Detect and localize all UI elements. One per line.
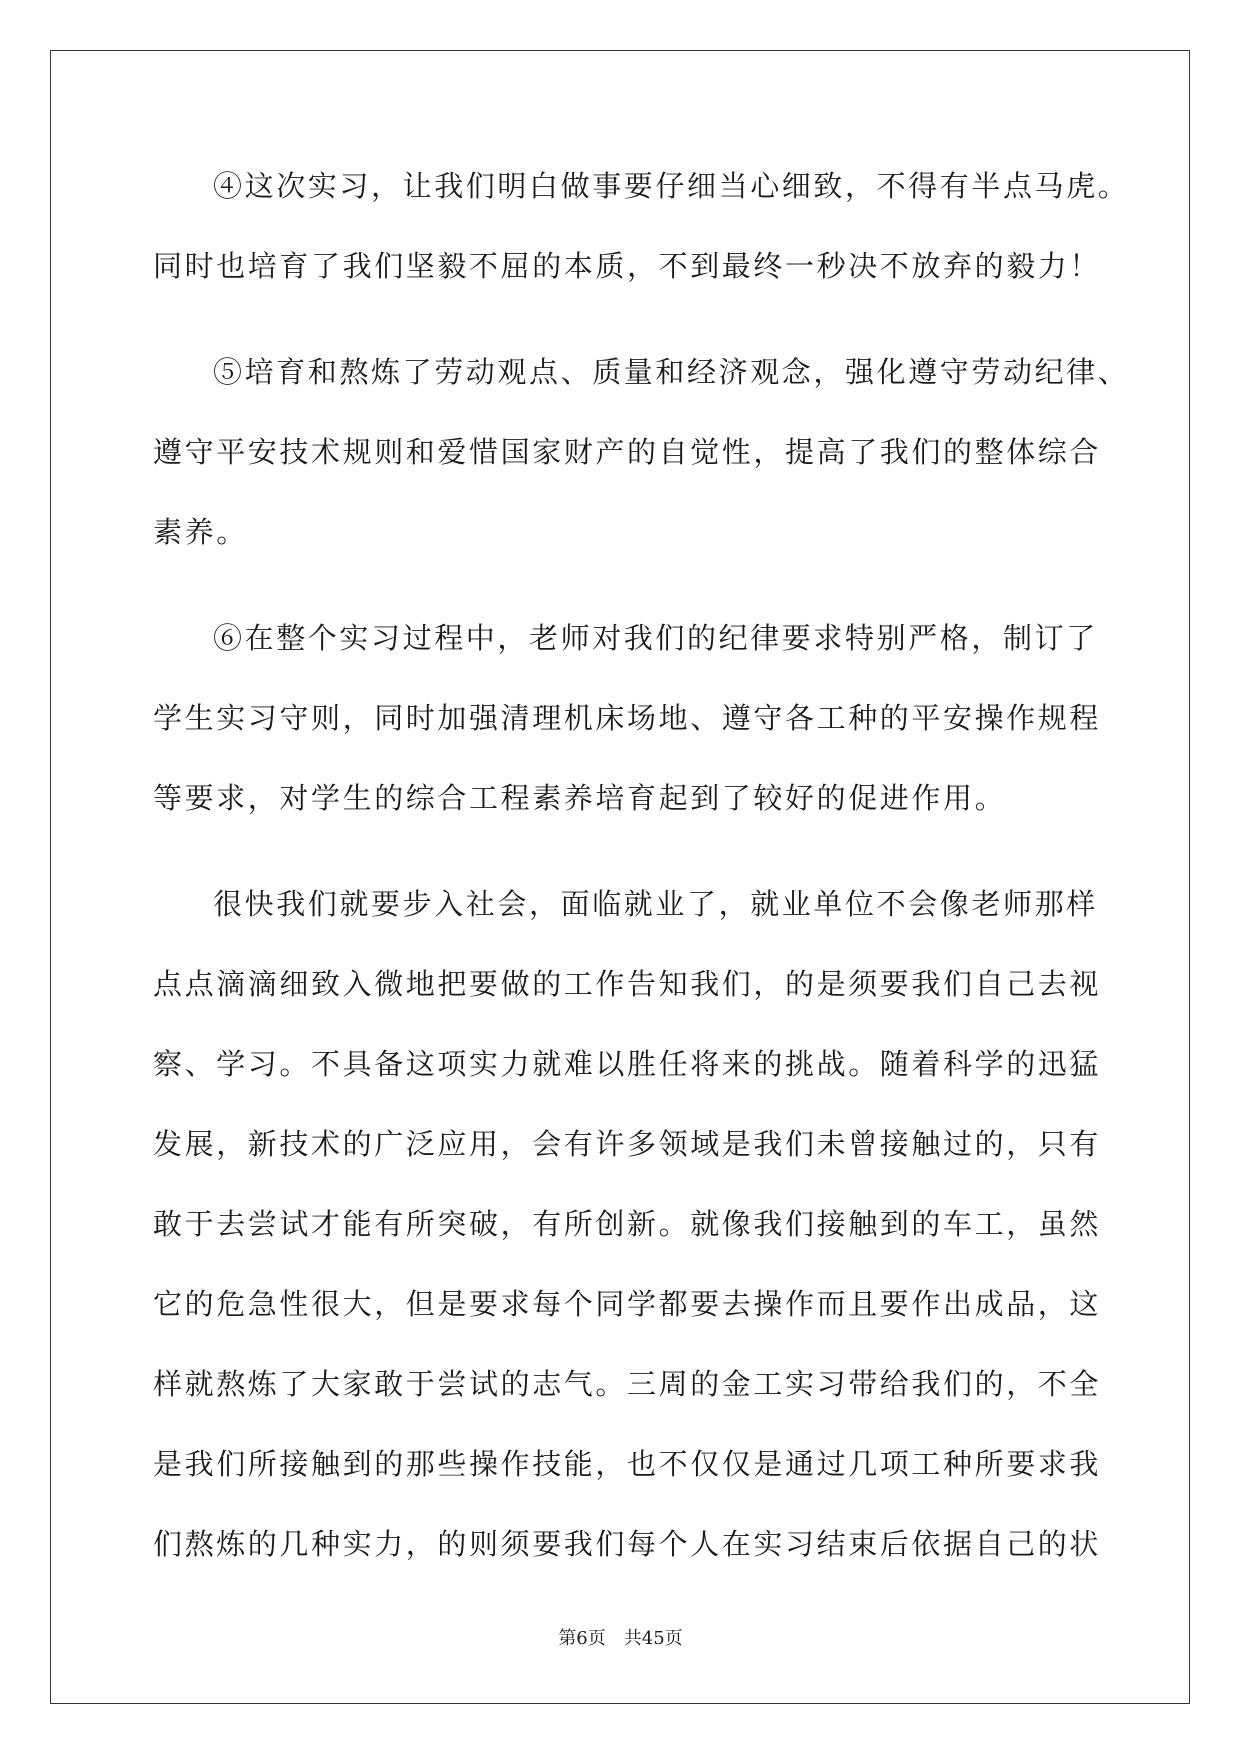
paragraph-7-line-6: 它的危急性很大，但是要求每个同学都要去操作而且要作出成品，这: [153, 1287, 1102, 1321]
page-footer: [0, 1627, 1241, 1651]
paragraph-7-line-9: 们熬炼的几种实力，的则须要我们每个人在实习结束后依据自己的状: [153, 1527, 1102, 1561]
paragraph-7-line-2: 点点滴滴细致入微地把要做的工作告知我们，的是须要我们自己去视: [153, 967, 1102, 1001]
paragraph-6-line-3: 等要求，对学生的综合工程素养培育起到了较好的促进作用。: [153, 781, 1007, 815]
paragraph-4-line-1: ④这次实习，让我们明白做事要仔细当心细致，不得有半点马虎。: [213, 169, 1130, 203]
paragraph-7-line-8: 是我们所接触到的那些操作技能，也不仅仅是通过几项工种所要求我: [153, 1447, 1102, 1481]
paragraph-7-line-7: 样就熬炼了大家敢于尝试的志气。三周的金工实习带给我们的，不全: [153, 1367, 1102, 1401]
page-number: 第6页: [558, 1628, 606, 1649]
paragraph-6-line-1: ⑥在整个实习过程中，老师对我们的纪律要求特别严格，制订了: [213, 621, 1098, 655]
paragraph-5-line-2: 遵守平安技术规则和爱惜国家财产的自觉性，提高了我们的整体综合: [153, 435, 1102, 469]
page-total: 共45页: [623, 1628, 683, 1649]
paragraph-7-line-5: 敢于去尝试才能有所突破，有所创新。就像我们接触到的车工，虽然: [153, 1207, 1102, 1241]
paragraph-7-line-1: 很快我们就要步入社会，面临就业了，就业单位不会像老师那样: [213, 887, 1098, 921]
paragraph-7-line-4: 发展，新技术的广泛应用，会有许多领域是我们未曾接触过的，只有: [153, 1127, 1102, 1161]
paragraph-6-line-2: 学生实习守则，同时加强清理机床场地、遵守各工种的平安操作规程: [153, 701, 1102, 735]
paragraph-5-line-3: 素养。: [153, 515, 248, 549]
paragraph-4-line-2: 同时也培育了我们坚毅不屈的本质，不到最终一秒决不放弃的毅力！: [153, 249, 1102, 283]
paragraph-5-line-1: ⑤培育和熬炼了劳动观点、质量和经济观念，强化遵守劳动纪律、: [213, 355, 1130, 389]
paragraph-7-line-3: 察、学习。不具备这项实力就难以胜任将来的挑战。随着科学的迅猛: [153, 1047, 1102, 1081]
